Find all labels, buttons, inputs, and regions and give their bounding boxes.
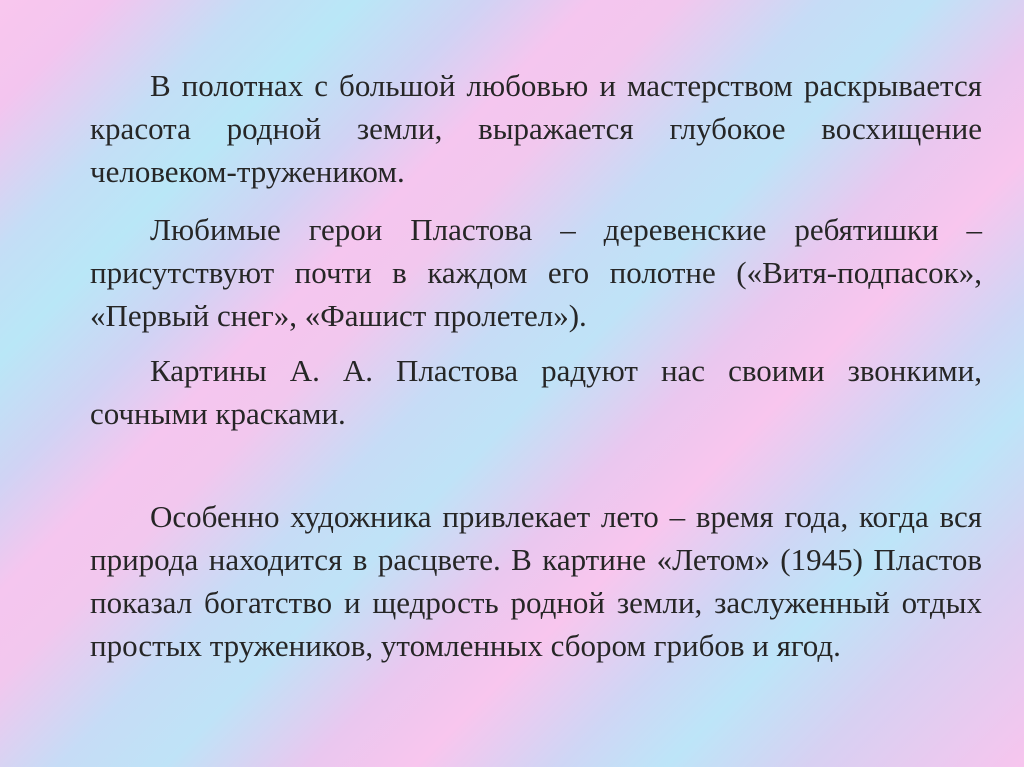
paragraph-landscape-beauty: В полотнах с большой любовью и мастерством раскрывается красота родной земли, выражается глубокое восхищение человеком-тружеником. xyxy=(90,68,982,189)
paragraph-colors: Картины А. А. Пластова радуют нас своими звонкими, сочными красками. xyxy=(90,353,982,431)
paragraph-favorite-heroes: Любимые герои Пластова – деревенские ребятишки – присутствуют почти в каждом его полотне («Витя-подпасок», «Первый снег», «Фашист пролетел»). xyxy=(90,212,982,333)
slide-text-body xyxy=(90,64,982,667)
paragraph-summer: Особенно художника привлекает лето – время года, когда вся природа находится в расцвете. В картине «Летом» (1945) Пластов показал богатство и щедрость родной земли, заслуженный отдых простых тружеников, утомленных сбором грибов и ягод. xyxy=(90,499,982,663)
